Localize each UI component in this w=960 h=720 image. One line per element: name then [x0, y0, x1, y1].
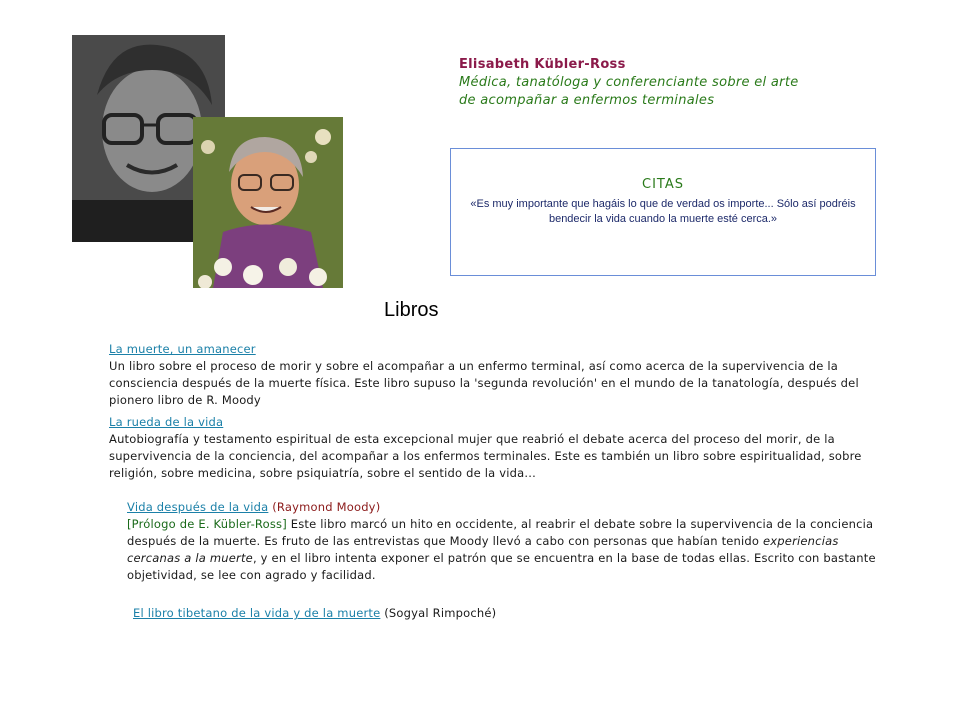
book-entry — [127, 499, 882, 584]
book-link[interactable]: La rueda de la vida — [109, 415, 224, 429]
book-entry — [133, 605, 733, 622]
book-author: (Sogyal Rimpoché) — [384, 606, 497, 620]
book-author: (Raymond Moody) — [272, 500, 381, 514]
book-description-part-a: Este libro marcó un hito en occidente, al reabrir el debate sobre la supervivencia de la conciencia después de la muerte. Es fruto de las entrevistas que Moody llevó a cabo con personas que habían tenido — [127, 517, 874, 548]
quote-box — [450, 148, 876, 276]
book-description-emphasis: experiencias cercanas a la muerte — [127, 534, 839, 565]
book-link[interactable]: Vida después de la vida — [127, 500, 269, 514]
book-description-part-b: , y en el libro intenta exponer el patrón que se encuentra en la base de todas ellas. Escrito con bastante objetividad, se lee con agrado y facilidad. — [127, 551, 876, 582]
book-entry — [109, 341, 894, 409]
book-prologue: [Prólogo de E. Kübler-Ross] — [127, 517, 287, 531]
book-link[interactable]: La muerte, un amanecer — [109, 342, 256, 356]
portrait-color-graphic — [193, 117, 343, 288]
author-name: Elisabeth Kübler-Ross — [459, 57, 626, 72]
book-link[interactable]: El libro tibetano de la vida y de la muerte — [133, 606, 381, 620]
section-heading: Libros — [384, 299, 439, 321]
book-description: Un libro sobre el proceso de morir y sobre el acompañar a un enfermo terminal, así como acerca de la supervivencia de la consciencia después de la muerte física. Este libro supuso la 'segunda revolución' en el mundo de la tanatología, después del pionero libro de R. Moody — [109, 359, 859, 407]
book-description: Autobiografía y testamento espiritual de esta excepcional mujer que reabrió el debate acerca del proceso del morir, de la supervivencia de la conciencia, del acompañar a los enfermos terminales. Este es también un libro sobre espiritualidad, sobre religión, sobre medicina, sobre psiquiatría, sobre el sentido de la vida... — [109, 432, 862, 480]
header — [459, 56, 799, 110]
quote-title: CITAS — [642, 177, 684, 192]
author-subtitle: Médica, tanatóloga y conferenciante sobre el arte de acompañar a enfermos terminales — [459, 75, 799, 108]
portrait-photo-color — [193, 117, 343, 288]
quote-text: «Es muy importante que hagáis lo que de verdad os importe... Sólo así podréis bendecir la vida cuando la muerte esté cerca.» — [470, 198, 856, 225]
book-entry — [109, 414, 894, 482]
